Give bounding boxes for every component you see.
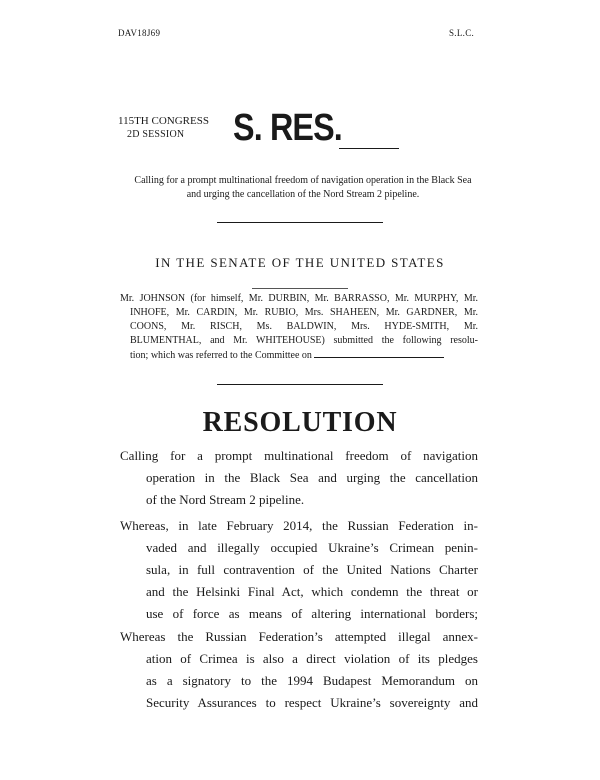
bill-type-label: S. RES. bbox=[233, 107, 342, 149]
whereas-clause-2 bbox=[120, 626, 478, 714]
sponsors-line: Mr. JOHNSON (for himself, Mr. DURBIN, Mr. BARRASSO, Mr. MURPHY, Mr. bbox=[120, 293, 478, 304]
paragraph-line: Whereas the Russian Federation’s attempted illegal annex- bbox=[120, 629, 478, 644]
paragraph-line: ation of Crimea is also a direct violation of its pledges bbox=[146, 651, 478, 666]
resolution-heading: RESOLUTION bbox=[202, 407, 398, 438]
preamble-paragraph bbox=[120, 445, 478, 511]
sponsors-line: COONS, Mr. RISCH, Ms. BALDWIN, Mrs. HYDE-SMITH, Mr. bbox=[130, 321, 478, 332]
sponsors-statement bbox=[120, 292, 478, 363]
congress-session-block bbox=[118, 115, 209, 141]
paragraph-line: Calling for a prompt multinational freedom of navigation bbox=[120, 448, 478, 463]
divider-thin-rule bbox=[252, 288, 348, 289]
document-id: DAV18J69 bbox=[118, 28, 161, 38]
congress-number: 115TH CONGRESS bbox=[118, 115, 209, 127]
sponsors-last-line bbox=[120, 348, 478, 363]
bill-summary: Calling for a prompt multinational freedom of navigation operation in the Black Sea and urging the cancellation of the Nord Stream 2 pipeline. bbox=[134, 175, 472, 200]
sponsors-line: BLUMENTHAL, and Mr. WHITEHOUSE) submitted the following resolu- bbox=[130, 335, 478, 346]
paragraph-line: of the Nord Stream 2 pipeline. bbox=[146, 492, 305, 507]
divider-rule bbox=[217, 384, 383, 385]
paragraph-line: Security Assurances to respect Ukraine’s sovereignty and bbox=[146, 695, 478, 710]
paragraph-line: use of force as means of altering international borders; bbox=[146, 606, 478, 621]
paragraph-line: vaded and illegally occupied Ukraine’s Crimean penin- bbox=[146, 540, 478, 555]
chamber-heading: IN THE SENATE OF THE UNITED STATES bbox=[155, 255, 445, 270]
session-number: 2D SESSION bbox=[127, 129, 185, 140]
sponsors-line: tion; which was referred to the Committee on bbox=[130, 350, 312, 361]
divider-rule bbox=[217, 222, 383, 223]
bill-number-blank bbox=[339, 148, 399, 149]
sponsors-line: INHOFE, Mr. CARDIN, Mr. RUBIO, Mrs. SHAHEEN, Mr. GARDNER, Mr. bbox=[130, 307, 478, 318]
paragraph-line: operation in the Black Sea and urging the cancellation bbox=[146, 470, 478, 485]
paragraph-line: sula, in full contravention of the United Nations Charter bbox=[146, 562, 478, 577]
paragraph-line: Whereas, in late February 2014, the Russian Federation in- bbox=[120, 518, 478, 533]
office-code: S.L.C. bbox=[449, 28, 475, 38]
paragraph-line: as a signatory to the 1994 Budapest Memorandum on bbox=[146, 673, 478, 688]
committee-blank bbox=[314, 348, 444, 358]
paragraph-line: and the Helsinki Final Act, which condemn the threat or bbox=[146, 584, 478, 599]
whereas-clause-1 bbox=[120, 515, 478, 625]
